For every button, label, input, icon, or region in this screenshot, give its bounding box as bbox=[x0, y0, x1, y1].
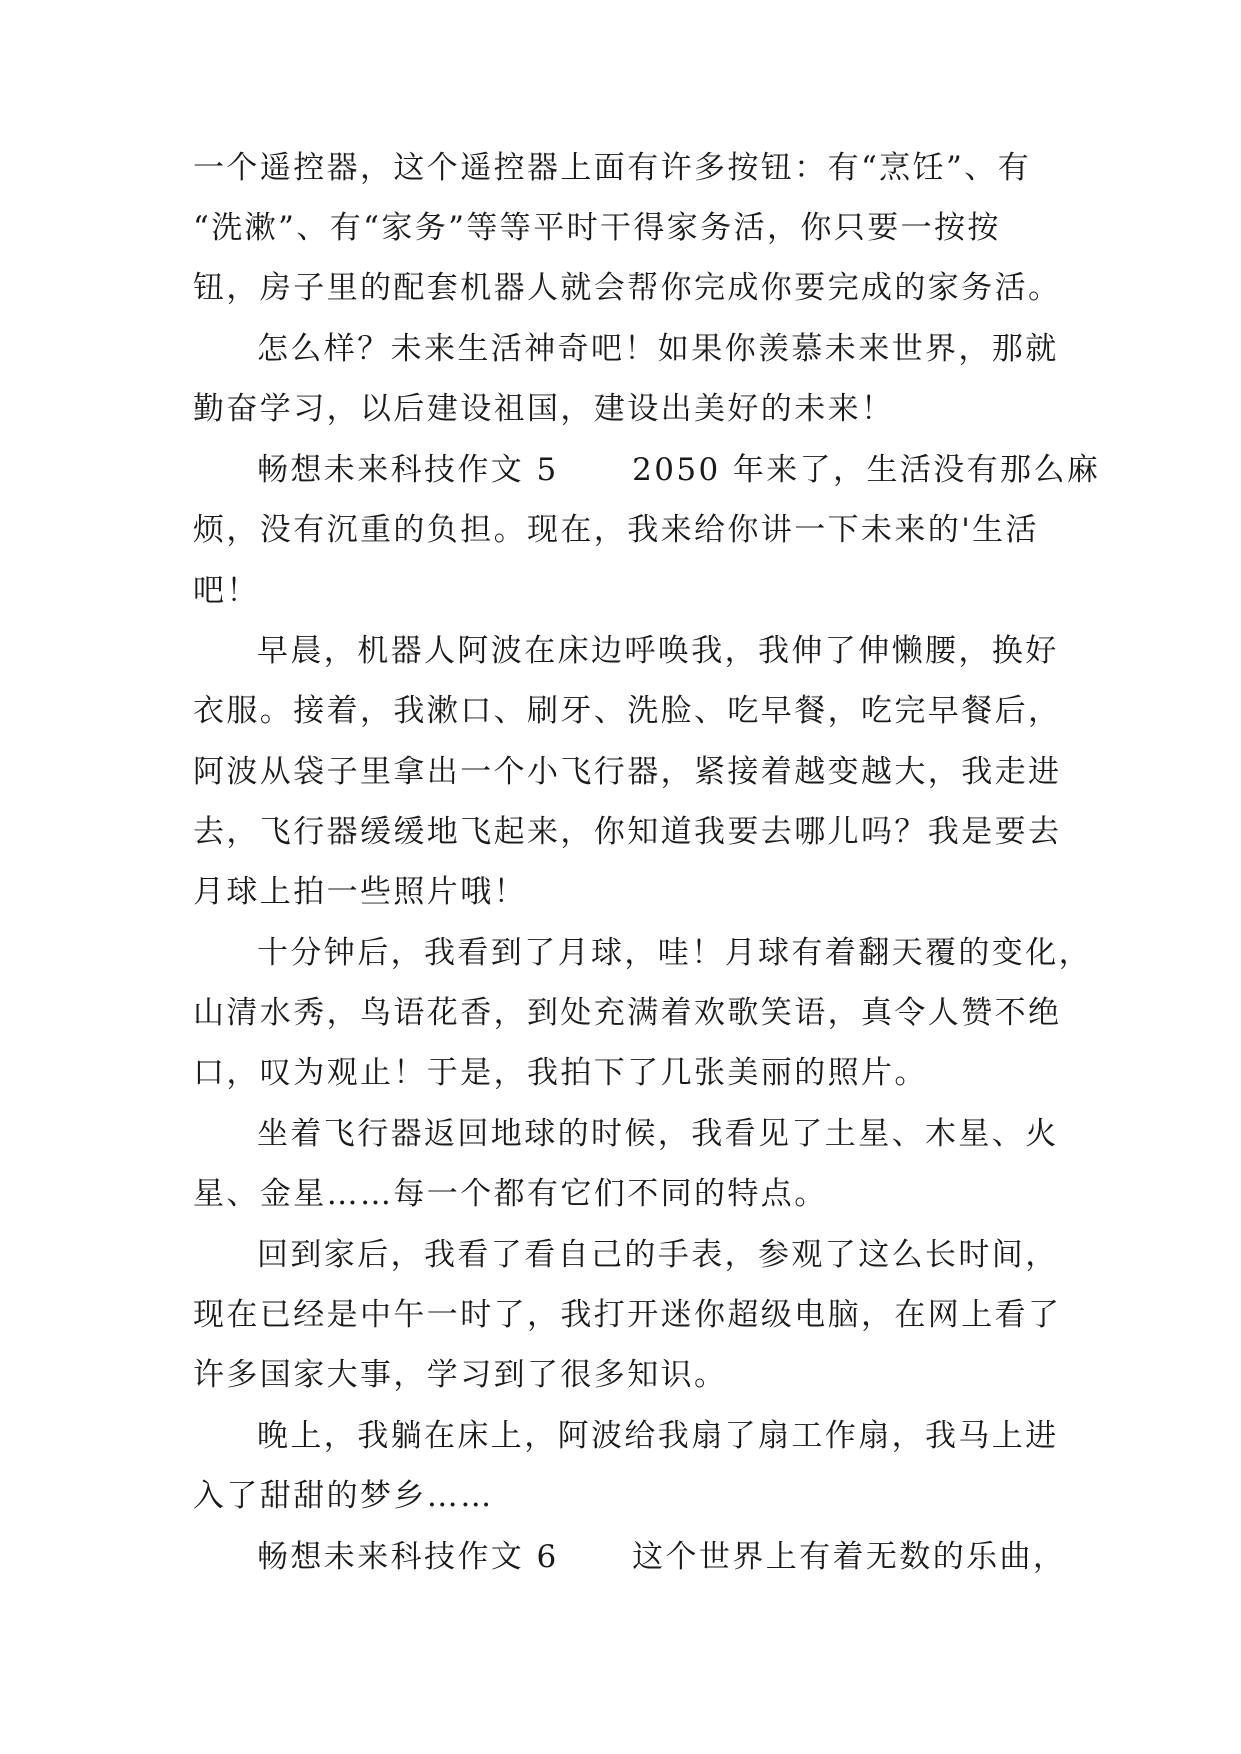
text-line: 现在已经是中午一时了，我打开迷你超级电脑，在网上看了 bbox=[193, 1297, 1062, 1333]
text-line: 钮，房子里的配套机器人就会帮你完成你要完成的家务活。 bbox=[193, 270, 1062, 306]
paragraph-start-line: 晚上，我躺在床上，阿波给我扇了扇工作扇，我马上进 bbox=[257, 1418, 1059, 1454]
paragraph-start-line: 早晨，机器人阿波在床边呼唤我，我伸了伸懒腰，换好 bbox=[257, 633, 1059, 669]
text-line: 许多国家大事，学习到了很多知识。 bbox=[193, 1357, 728, 1393]
text-line: 烦，没有沉重的负担。现在，我来给你讲一下未来的'生活 bbox=[193, 512, 1039, 548]
text-line: “洗漱”、有“家务”等等平时干得家务活，你只要一按按 bbox=[193, 210, 1001, 246]
paragraph-start-line: 回到家后，我看了看自己的手表，参观了这么长时间， bbox=[257, 1237, 1059, 1273]
paragraph-start-line: 怎么样？未来生活神奇吧！如果你羡慕未来世界，那就 bbox=[257, 331, 1059, 367]
text-line: 吧！ bbox=[193, 573, 260, 609]
paragraph-start-line: 十分钟后，我看到了月球，哇！月球有着翻天覆的变化， bbox=[257, 935, 1092, 971]
text-line: 月球上拍一些照片哦！ bbox=[193, 874, 527, 910]
text-line: 去，飞行器缓缓地飞起来，你知道我要去哪儿吗？我是要去 bbox=[193, 814, 1062, 850]
essay-heading-line: 畅想未来科技作文 5 2050 年来了，生活没有那么麻 bbox=[257, 452, 1101, 488]
text-line: 一个遥控器，这个遥控器上面有许多按钮：有“烹饪”、有 bbox=[193, 150, 1032, 186]
text-line: 山清水秀，鸟语花香，到处充满着欢歌笑语，真令人赞不绝 bbox=[193, 995, 1062, 1031]
text-line: 衣服。接着，我漱口、刷牙、洗脸、吃早餐，吃完早餐后， bbox=[193, 693, 1062, 729]
text-line: 口，叹为观止！于是，我拍下了几张美丽的照片。 bbox=[193, 1055, 928, 1091]
text-line: 入了甜甜的梦乡…… bbox=[193, 1478, 494, 1514]
text-line: 星、金星……每一个都有它们不同的特点。 bbox=[193, 1176, 828, 1212]
text-line: 勤奋学习，以后建设祖国，建设出美好的未来！ bbox=[193, 391, 895, 427]
paragraph-start-line: 坐着飞行器返回地球的时候，我看见了土星、木星、火 bbox=[257, 1116, 1059, 1152]
text-line: 阿波从袋子里拿出一个小飞行器，紧接着越变越大，我走进 bbox=[193, 754, 1062, 790]
essay-heading-line: 畅想未来科技作文 6 这个世界上有着无数的乐曲， bbox=[257, 1539, 1067, 1575]
